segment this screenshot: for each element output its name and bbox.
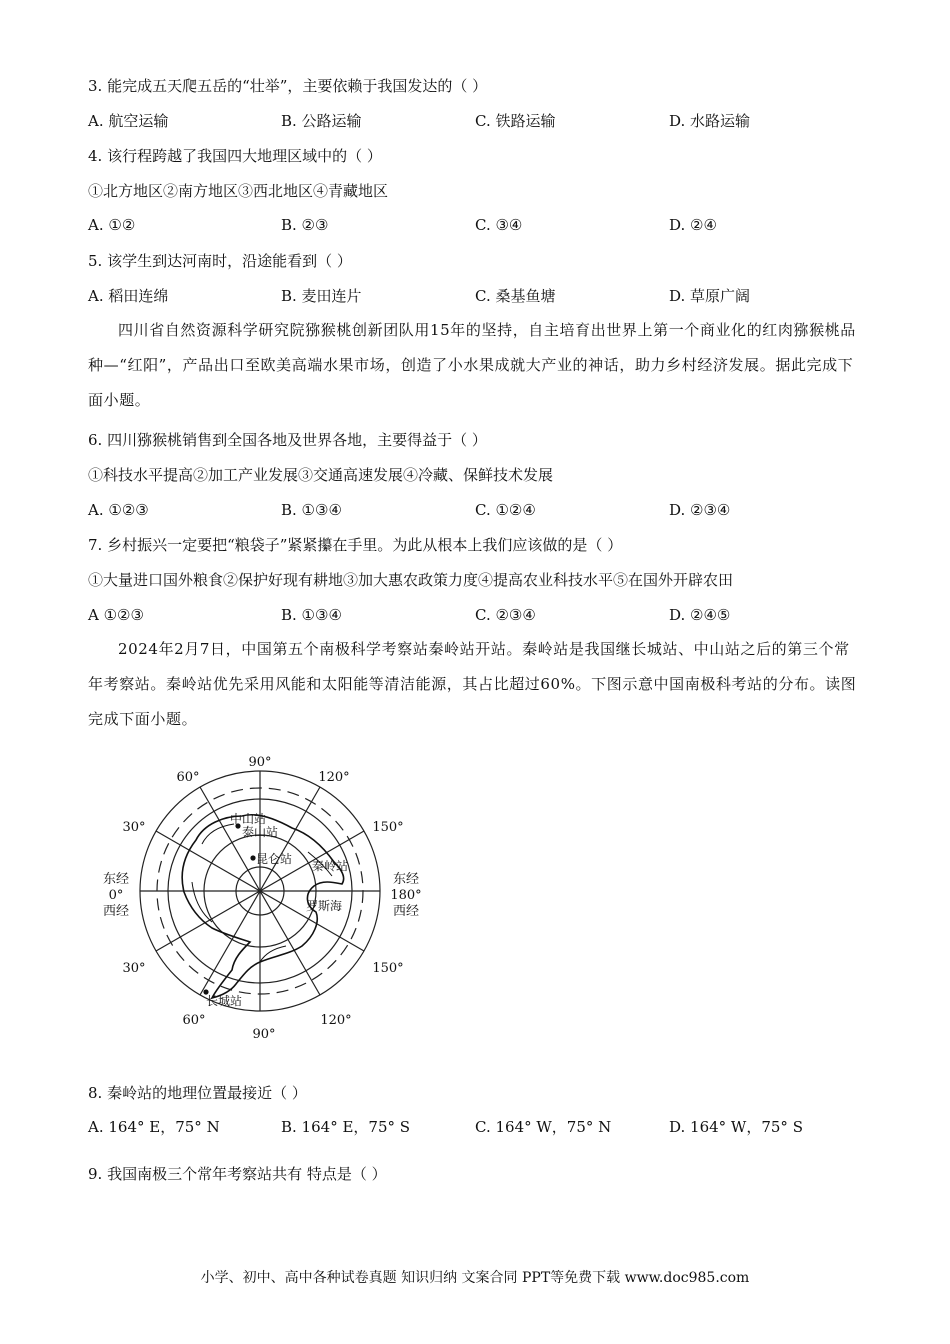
passage-qinling-station: 2024年2月7日，中国第五个南极科学考察站秦岭站开站。秦岭站是我国继长城站、中山站之后的第三个常年考察站。秦岭站优先采用风能和太阳能等清洁能源，其占比超过60%。下图示意中国南极科考站的分布。读图完成下面小题。 [88,640,857,728]
q5-option-d: D. 草原广阔 [669,287,751,305]
q8-option-b: B. 164° E，75° S [281,1118,411,1136]
question-9-stem: 9. 我国南极三个常年考察站共有 特点是（ ） [88,1165,387,1183]
180-degree-label: 180° [390,888,422,903]
station-changcheng: 长城站 [206,994,243,1008]
question-6-stem: 6. 四川猕猴桃销售到全国各地及世界各地，主要得益于（ ） [88,431,487,449]
lon-label-150-top: 150° [372,820,404,835]
east-label-right: 东经 [392,872,420,887]
q8-option-a: A. 164° E，75° N [88,1118,220,1136]
ross-sea-label: 罗斯海 [306,899,343,913]
q4-option-c: C. ③④ [475,216,523,234]
lon-label-90-top: 90° [248,755,272,770]
lon-label-30-top: 30° [122,820,146,835]
q7-option-c: C. ②③④ [475,606,536,624]
east-label-left: 东经 [102,872,130,887]
q5-option-b: B. 麦田连片 [281,287,362,305]
q6-option-b: B. ①③④ [281,501,342,519]
q8-option-c: C. 164° W，75° N [475,1118,612,1136]
q5-option-c: C. 桑基鱼塘 [475,287,556,305]
page-footer: 小学、初中、高中各种试卷真题 知识归纳 文案合同 PPT等免费下载 www.doc985.com [200,1270,750,1286]
q3-option-a: A. 航空运输 [88,112,169,130]
passage-kiwifruit: 四川省自然资源科学研究院猕猴桃创新团队用15年的坚持，自主培育出世界上第一个商业化的红肉猕猴桃品种—“红阳”，产品出口至欧美高端水果市场，创造了小水果成就大产业的神话，助力乡村经济发展。据此完成下面小题。 [88,321,856,409]
lon-label-90-bottom: 90° [252,1027,276,1042]
question-6-items: ①科技水平提高②加工产业发展③交通高速发展④冷藏、保鲜技术发展 [88,466,554,484]
zero-degree-label: 0° [108,888,124,903]
lon-label-120-top: 120° [318,770,350,785]
question-7-stem: 7. 乡村振兴一定要把“粮袋子”紧紧攥在手里。为此从根本上我们应该做的是（ ） [88,536,623,554]
west-label-right: 西经 [392,904,420,919]
q4-option-d: D. ②④ [669,216,717,234]
lon-label-60-top: 60° [176,770,200,785]
q3-option-d: D. 水路运输 [669,112,751,130]
west-label-left: 西经 [102,904,130,919]
q3-option-b: B. 公路运输 [281,112,362,130]
q6-option-a: A. ①②③ [88,501,149,519]
q6-option-c: C. ①②④ [475,501,536,519]
q8-option-d: D. 164° W，75° S [669,1118,803,1136]
q7-option-a: A ①②③ [88,606,144,624]
q7-option-b: B. ①③④ [281,606,342,624]
question-7-items: ①大量进口国外粮食②保护好现有耕地③加大惠农政策力度④提高农业科技水平⑤在国外开辟农田 [88,571,734,589]
lon-label-150-bottom: 150° [372,961,404,976]
lon-label-60-bottom: 60° [182,1013,206,1028]
antarctic-station-map [96,752,426,1042]
question-4-stem: 4. 该行程跨越了我国四大地理区域中的（ ） [88,147,382,165]
station-kunlun: 昆仑站 [256,852,293,866]
question-3-stem: 3. 能完成五天爬五岳的“壮举”，主要依赖于我国发达的（ ） [88,77,488,95]
q4-option-a: A. ①② [88,216,136,234]
lon-label-120-bottom: 120° [320,1013,352,1028]
question-8-stem: 8. 秦岭站的地理位置最接近（ ） [88,1084,307,1102]
q3-option-c: C. 铁路运输 [475,112,556,130]
question-5-stem: 5. 该学生到达河南时，沿途能看到（ ） [88,252,352,270]
q7-option-d: D. ②④⑤ [669,606,731,624]
station-taishan: 泰山站 [242,825,279,839]
station-qinling: 秦岭站 [312,859,349,873]
q6-option-d: D. ②③④ [669,501,731,519]
lon-label-30-bottom: 30° [122,961,146,976]
q5-option-a: A. 稻田连绵 [88,287,169,305]
station-zhongshan: 中山站 [230,812,267,826]
question-4-items: ①北方地区②南方地区③西北地区④青藏地区 [88,182,389,200]
q4-option-b: B. ②③ [281,216,329,234]
